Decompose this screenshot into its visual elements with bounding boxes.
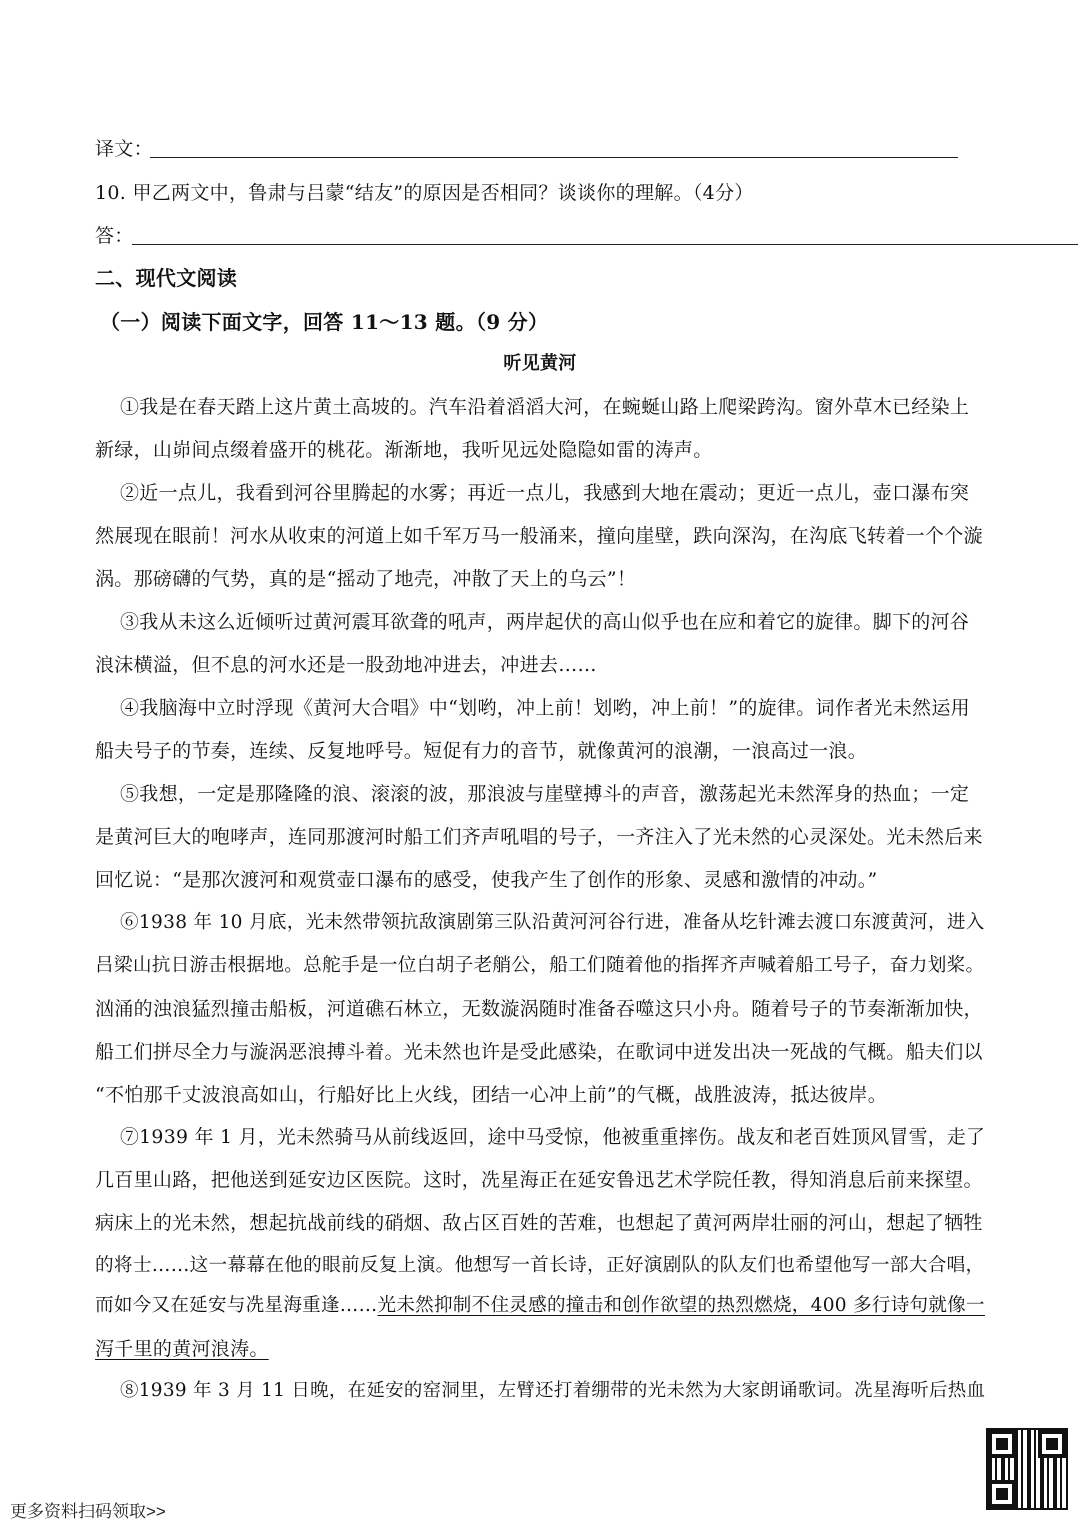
article-line-17: “不怕那千丈波浪高如山，行船好比上火线，团结一心冲上前”的气概，战胜波涛，抵达彼岸。 <box>95 1084 888 1106</box>
article-line-16: 船工们拼尽全力与漩涡恶浪搏斗着。光未然也许是受此感染，在歌词中迸发出决一死战的气概。船夫们以 <box>95 1041 983 1063</box>
footer-text[interactable]: 更多资料扫码领取>> <box>10 1502 166 1521</box>
article-line-6: ③我从未这么近倾听过黄河震耳欲聋的吼声，两岸起伏的高山似乎也在应和着它的旋律。脚下的河谷 <box>120 611 970 633</box>
section-subheading: （一）阅读下面文字，回答 11～13 题。（9 分） <box>100 310 549 334</box>
article-line-7: 浪沫横溢，但不息的河水还是一股劲地冲进去，冲进去…… <box>95 654 597 676</box>
question-10: 10. 甲乙两文中，鲁肃与吕蒙“结友”的原因是否相同？谈谈你的理解。（4分） <box>95 182 754 204</box>
underlined-sentence-part-1: 光未然抑制不住灵感的撞击和创作欲望的热烈燃烧，400 多行诗句就像一 <box>377 1295 985 1316</box>
article-line-24: ⑧1939 年 3 月 11 日晚，在延安的窑洞里，左臂还打着绷带的光未然为大家朗诵歌词。冼星海听后热血 <box>120 1380 986 1401</box>
article-line-11: 是黄河巨大的咆哮声，连同那渡河时船工们齐声吼唱的号子，一齐注入了光未然的心灵深处。光未然后来 <box>95 826 983 848</box>
article-line-13: ⑥1938 年 10 月底，光未然带领抗敌演剧第三队沿黄河河谷行进，准备从圪针滩去渡口东渡黄河，进入 <box>120 912 985 933</box>
answer-label: 答： <box>95 225 134 247</box>
article-line-10: ⑤我想，一定是那隆隆的浪、滚滚的波，那浪波与崖壁搏斗的声音，激荡起光未然浑身的热血；一定 <box>120 783 970 805</box>
article-line-2: 新绿，山峁间点缀着盛开的桃花。渐渐地，我听见远处隐隐如雷的涛声。 <box>95 439 713 461</box>
article-line-18: ⑦1939 年 1 月，光未然骑马从前线返回，途中马受惊，他被重重摔伤。战友和老百姓顶风冒雪，走了 <box>120 1127 986 1148</box>
qr-code[interactable] <box>988 1430 1066 1508</box>
section-heading: 二、现代文阅读 <box>95 266 238 290</box>
translation-label: 译文： <box>95 138 153 160</box>
article-line-14: 吕梁山抗日游击根据地。总舵手是一位白胡子老艄公，船工们随着他的指挥齐声喊着船工号子，奋力划桨。 <box>95 955 985 976</box>
article-line-1: ①我是在春天踏上这片黄土高坡的。汽车沿着滔滔大河，在蜿蜒山路上爬梁跨沟。窗外草木已经染上 <box>120 396 970 418</box>
article-line-9: 船夫号子的节奏，连续、反复地呼号。短促有力的音节，就像黄河的浪潮，一浪高过一浪。 <box>95 740 868 762</box>
article-title: 听见黄河 <box>503 353 577 374</box>
article-line-5: 涡。那磅礴的气势，真的是“摇动了地壳，冲散了天上的乌云”！ <box>95 568 637 590</box>
article-line-22-plain: 而如今又在延安与冼星海重逢…… <box>95 1295 378 1316</box>
article-line-22 <box>95 1294 985 1318</box>
article-line-23 <box>95 1337 269 1361</box>
article-line-20: 病床上的光未然，想起抗战前线的硝烟、敌占区百姓的苦难，也想起了黄河两岸壮丽的河山，想起了牺牲 <box>95 1212 983 1234</box>
underlined-sentence-part-2: 泻千里的黄河浪涛。 <box>95 1338 269 1360</box>
article-line-15: 汹涌的浊浪猛烈撞击船板，河道礁石林立，无数漩涡随时准备吞噬这只小舟。随着号子的节奏渐渐加快， <box>95 998 983 1020</box>
article-line-21: 的将士……这一幕幕在他的眼前反复上演。他想写一首长诗，正好演剧队的队友们也希望他写一部大合唱， <box>95 1255 985 1276</box>
article-line-19: 几百里山路，把他送到延安边区医院。这时，冼星海正在延安鲁迅艺术学院任教，得知消息后前来探望。 <box>95 1169 983 1191</box>
translation-answer-line[interactable] <box>150 157 958 158</box>
answer-line[interactable] <box>132 244 1078 245</box>
article-line-4: 然展现在眼前！河水从收束的河道上如千军万马一般涌来，撞向崖壁，跌向深沟，在沟底飞转着一个个漩 <box>95 525 983 547</box>
article-line-8: ④我脑海中立时浮现《黄河大合唱》中“划哟，冲上前！划哟，冲上前！”的旋律。词作者光未然运用 <box>120 697 970 719</box>
article-line-12: 回忆说：“是那次渡河和观赏壶口瀑布的感受，使我产生了创作的形象、灵感和激情的冲动。” <box>95 869 878 891</box>
article-line-3: ②近一点儿，我看到河谷里腾起的水雾；再近一点儿，我感到大地在震动；更近一点儿，壶口瀑布突 <box>120 482 970 504</box>
